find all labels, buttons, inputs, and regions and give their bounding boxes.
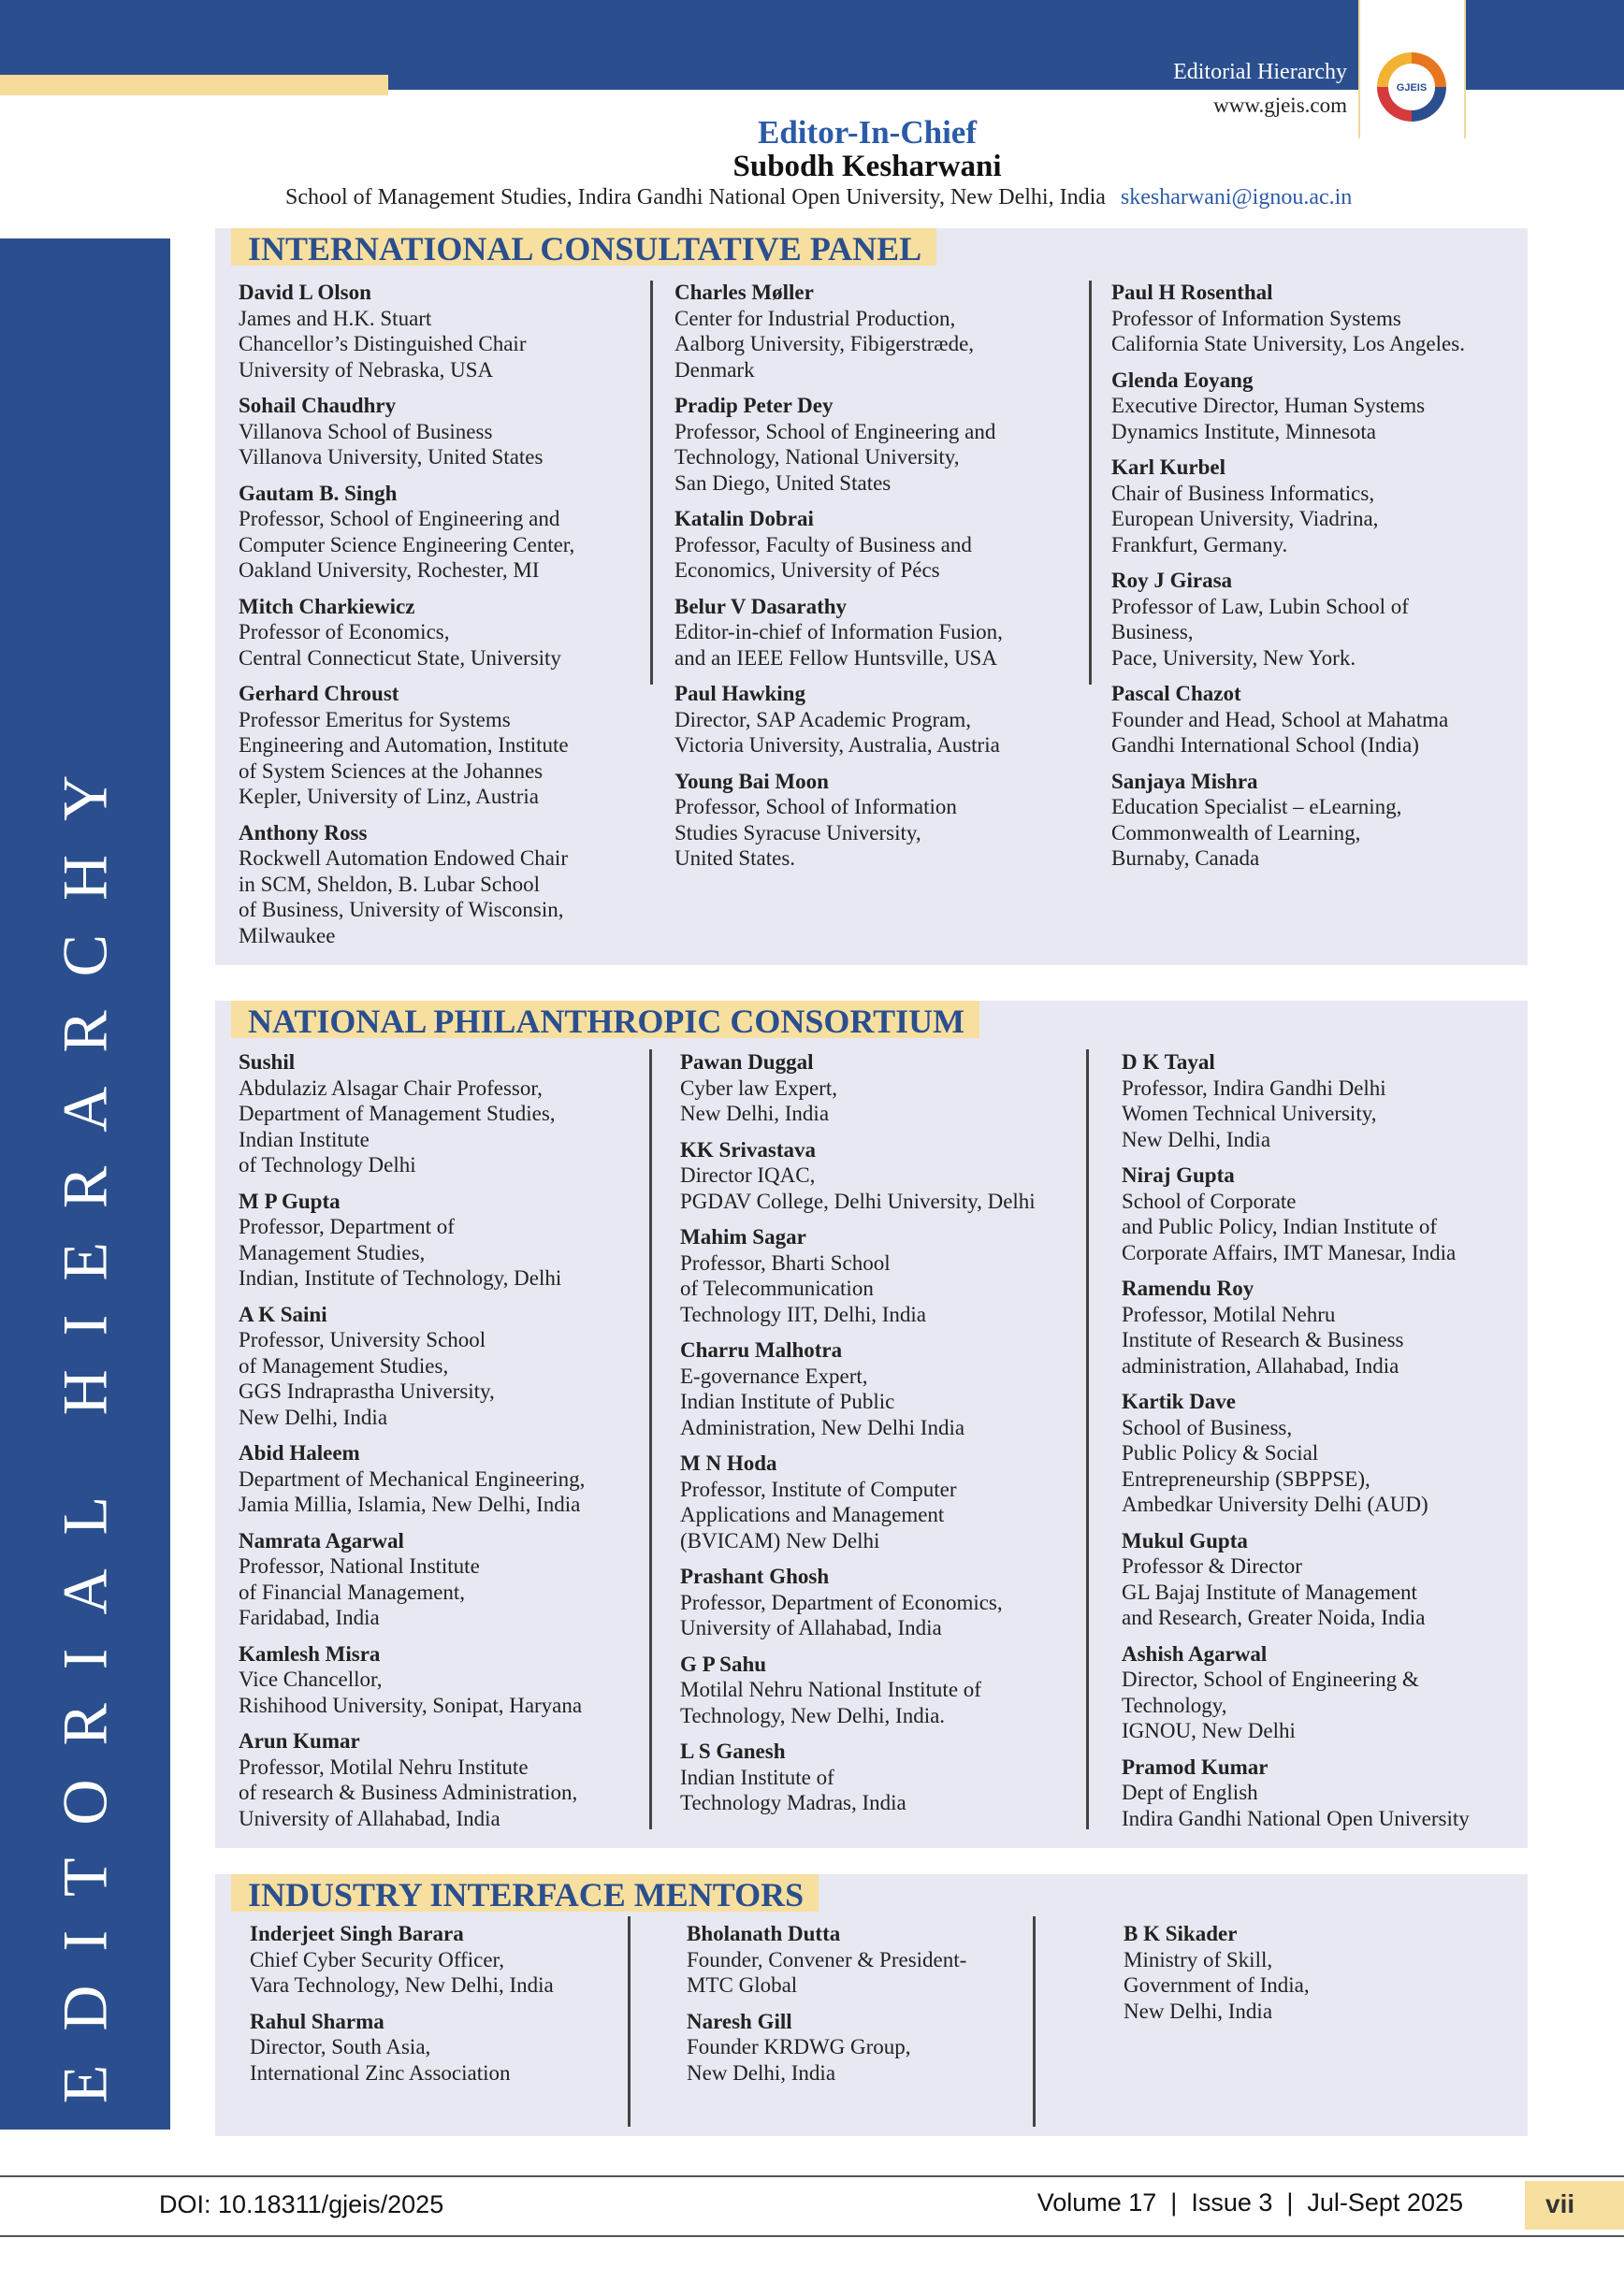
member-affiliation-line: Victoria University, Australia, Austria bbox=[674, 733, 1000, 757]
member-affiliation-line: Director IQAC, bbox=[680, 1163, 816, 1187]
member-affiliation-line: Vice Chancellor, bbox=[239, 1668, 383, 1691]
member-entry bbox=[1122, 1641, 1524, 1744]
member-affiliation-line: Motilal Nehru National Institute of bbox=[680, 1678, 981, 1701]
member-entry bbox=[680, 1652, 1092, 1729]
member-affiliation-line: Women Technical University, bbox=[1122, 1102, 1377, 1125]
header-bar-right bbox=[1462, 0, 1624, 90]
member-affiliation-line: Vara Technology, New Delhi, India bbox=[250, 1973, 554, 1997]
member-affiliation-line: Indian Institute of bbox=[680, 1765, 834, 1789]
npc-panel bbox=[215, 1001, 1528, 1848]
member-entry bbox=[680, 1451, 1092, 1553]
member-affiliation-line: Director, SAP Academic Program, bbox=[674, 707, 971, 731]
member-affiliation-line: Professor, Motilal Nehru Institute bbox=[239, 1754, 529, 1779]
member-entry bbox=[687, 2009, 1051, 2087]
member-affiliation-line: Indira Gandhi National Open University bbox=[1122, 1806, 1470, 1830]
member-name: Ashish Agarwal bbox=[1122, 1641, 1268, 1666]
member-name: KK Srivastava bbox=[680, 1137, 817, 1162]
iim-panel bbox=[215, 1874, 1528, 2136]
member-entry bbox=[1122, 1162, 1524, 1265]
member-name: Pramod Kumar bbox=[1122, 1754, 1269, 1779]
member-name: Gautam B. Singh bbox=[239, 481, 398, 505]
member-affiliation-line: and an IEEE Fellow Huntsville, USA bbox=[674, 645, 997, 670]
member-affiliation-line: Technology, National University, bbox=[674, 445, 960, 469]
member-name: Prashant Ghosh bbox=[680, 1565, 830, 1588]
member-entry bbox=[250, 2009, 624, 2087]
member-affiliation-line: Professor, Bharti School bbox=[680, 1250, 891, 1275]
member-affiliation-line: Professor of Information Systems bbox=[1111, 306, 1401, 330]
column-divider bbox=[1086, 1049, 1089, 1829]
member-name: Karl Kurbel bbox=[1111, 455, 1226, 479]
member-affiliation-line: administration, Allahabad, India bbox=[1122, 1353, 1399, 1378]
member-affiliation-line: Professor, Motilal Nehru bbox=[1122, 1302, 1336, 1326]
member-affiliation-line: Public Policy & Social bbox=[1122, 1441, 1319, 1465]
member-entry bbox=[239, 1641, 655, 1719]
page-number: vii bbox=[1545, 2189, 1575, 2218]
column-divider bbox=[1089, 281, 1092, 685]
member-name: Charles Møller bbox=[674, 281, 814, 304]
icp-column-2 bbox=[674, 280, 1086, 872]
member-entry bbox=[680, 1564, 1092, 1641]
member-affiliation-line: New Delhi, India bbox=[239, 1405, 388, 1429]
member-affiliation-line: Kepler, University of Linz, Austria bbox=[239, 785, 540, 808]
member-affiliation-line: Dept of English bbox=[1122, 1781, 1258, 1804]
member-entry bbox=[1111, 455, 1523, 557]
member-affiliation-line: Chancellor’s Distinguished Chair bbox=[239, 332, 527, 355]
member-name: Glenda Eoyang bbox=[1111, 368, 1254, 392]
member-entry bbox=[680, 1337, 1092, 1440]
member-affiliation-line: PGDAV College, Delhi University, Delhi bbox=[680, 1189, 1036, 1213]
member-affiliation-line: Entrepreneurship (SBPPSE), bbox=[1122, 1466, 1370, 1491]
member-affiliation-line: GL Bajaj Institute of Management bbox=[1122, 1580, 1417, 1604]
member-entry bbox=[239, 681, 650, 810]
member-name: Gerhard Chroust bbox=[239, 682, 399, 705]
editor-in-chief-affiliation bbox=[285, 185, 1352, 210]
icp-column-3 bbox=[1111, 280, 1523, 872]
member-name: Bholanath Dutta bbox=[687, 1922, 841, 1945]
member-affiliation-line: University of Nebraska, USA bbox=[239, 357, 494, 382]
member-affiliation-line: Professor of Law, Lubin School of bbox=[1111, 594, 1409, 618]
member-affiliation-line: Department of Mechanical Engineering, bbox=[239, 1466, 586, 1491]
member-entry bbox=[680, 1137, 1092, 1215]
member-affiliation-line: IGNOU, New Delhi bbox=[1122, 1719, 1296, 1742]
member-affiliation-line: European University, Viadrina, bbox=[1111, 507, 1379, 530]
member-affiliation-line: Indian, Institute of Technology, Delhi bbox=[239, 1266, 562, 1290]
member-affiliation-line: Denmark bbox=[674, 357, 755, 382]
member-affiliation-line: Professor & Director bbox=[1122, 1554, 1302, 1578]
member-entry bbox=[687, 1921, 1051, 1999]
member-name: Sanjaya Mishra bbox=[1111, 769, 1258, 793]
member-affiliation-line: Chief Cyber Security Officer, bbox=[250, 1947, 505, 1971]
website-url[interactable]: www.gjeis.com bbox=[1213, 94, 1347, 117]
member-affiliation-line: of Management Studies, bbox=[239, 1353, 449, 1378]
member-affiliation-line: Professor, Faculty of Business and bbox=[674, 532, 972, 556]
member-name: Mukul Gupta bbox=[1122, 1528, 1248, 1552]
member-affiliation-line: San Diego, United States bbox=[674, 470, 892, 495]
member-entry bbox=[1122, 1049, 1524, 1152]
member-affiliation-line: Indian Institute of Public bbox=[680, 1390, 895, 1413]
iim-column-3 bbox=[1124, 1921, 1498, 2024]
member-affiliation-line: of research & Business Administration, bbox=[239, 1781, 578, 1804]
member-entry bbox=[1111, 280, 1523, 357]
iim-column-1 bbox=[250, 1921, 624, 2086]
member-affiliation-line: Cyber law Expert, bbox=[680, 1076, 837, 1100]
member-entry bbox=[1124, 1921, 1498, 2024]
section-title: Editorial Hierarchy bbox=[1173, 60, 1347, 84]
iim-title: INDUSTRY INTERFACE MENTORS bbox=[231, 1874, 819, 1912]
member-affiliation-line: Economics, University of Pécs bbox=[674, 558, 940, 582]
member-affiliation-line: and Public Policy, Indian Institute of bbox=[1122, 1215, 1438, 1238]
member-affiliation-line: Professor, Department of Economics, bbox=[680, 1590, 1003, 1614]
member-affiliation-line: Ministry of Skill, bbox=[1124, 1947, 1273, 1971]
member-affiliation-line: Villanova University, United States bbox=[239, 445, 544, 469]
member-affiliation-line: Burnaby, Canada bbox=[1111, 846, 1260, 870]
member-entry bbox=[674, 506, 1086, 584]
sidebar-vertical-title: EDITORIAL HIERARCHY bbox=[49, 741, 121, 2104]
member-name: Kartik Dave bbox=[1122, 1390, 1237, 1413]
member-affiliation-line: Applications and Management bbox=[680, 1503, 945, 1526]
member-affiliation-line: University of Allahabad, India bbox=[239, 1806, 500, 1830]
member-name: Mahim Sagar bbox=[680, 1225, 806, 1249]
member-affiliation-line: Professor, National Institute bbox=[239, 1554, 480, 1578]
member-entry bbox=[1122, 1528, 1524, 1631]
member-entry bbox=[1122, 1389, 1524, 1518]
footer-rule-top bbox=[0, 2175, 1624, 2177]
member-affiliation-line: Studies Syracuse University, bbox=[674, 820, 921, 845]
member-entry bbox=[680, 1739, 1092, 1816]
member-entry bbox=[1122, 1754, 1524, 1832]
member-affiliation-line: Engineering and Automation, Institute bbox=[239, 733, 569, 757]
member-entry bbox=[680, 1049, 1092, 1127]
member-entry bbox=[239, 1302, 655, 1431]
member-affiliation-line: Villanova School of Business bbox=[239, 419, 493, 443]
member-affiliation-line: Dynamics Institute, Minnesota bbox=[1111, 419, 1376, 443]
member-name: Belur V Dasarathy bbox=[674, 594, 848, 618]
member-entry bbox=[674, 594, 1086, 671]
footer-rule-bottom bbox=[0, 2235, 1624, 2237]
member-affiliation-line: Jamia Millia, Islamia, New Delhi, India bbox=[239, 1493, 581, 1516]
member-affiliation-line: Gandhi International School (India) bbox=[1111, 733, 1419, 757]
member-name: Katalin Dobrai bbox=[674, 507, 814, 530]
member-name: G P Sahu bbox=[680, 1652, 767, 1676]
member-entry bbox=[239, 594, 650, 671]
member-affiliation-line: California State University, Los Angeles. bbox=[1111, 332, 1465, 355]
editor-in-chief-title: Editor-In-Chief bbox=[758, 114, 977, 151]
member-entry bbox=[674, 681, 1086, 758]
member-name: Charru Malhotra bbox=[680, 1338, 843, 1362]
npc-column-3 bbox=[1122, 1049, 1524, 1831]
member-entry bbox=[239, 280, 650, 383]
member-affiliation-line: Director, South Asia, bbox=[250, 2035, 431, 2058]
member-affiliation-line: New Delhi, India bbox=[687, 2060, 836, 2085]
member-affiliation-line: Rishihood University, Sonipat, Haryana bbox=[239, 1693, 583, 1717]
member-name: Paul H Rosenthal bbox=[1111, 281, 1273, 304]
member-affiliation-line: Executive Director, Human Systems bbox=[1111, 394, 1426, 417]
member-affiliation-line: of Telecommunication bbox=[680, 1277, 874, 1300]
member-affiliation-line: Computer Science Engineering Center, bbox=[239, 532, 575, 556]
member-name: Mitch Charkiewicz bbox=[239, 594, 415, 618]
member-affiliation-line: of Technology Delhi bbox=[239, 1153, 416, 1177]
logo-text: GJEIS bbox=[1396, 82, 1428, 94]
member-affiliation-line: Professor, Department of bbox=[239, 1215, 455, 1238]
footer-volume-issue bbox=[1037, 2188, 1463, 2217]
member-affiliation-line: Faridabad, India bbox=[239, 1606, 380, 1629]
member-name: Sushil bbox=[239, 1050, 296, 1074]
member-affiliation-line: Pace, University, New York. bbox=[1111, 645, 1356, 670]
footer-doi: DOI: 10.18311/gjeis/2025 bbox=[159, 2190, 444, 2218]
member-affiliation-line: International Zinc Association bbox=[250, 2060, 511, 2085]
npc-column-1 bbox=[239, 1049, 655, 1831]
member-entry bbox=[1111, 568, 1523, 671]
member-name: Pascal Chazot bbox=[1111, 682, 1241, 705]
member-affiliation-line: Central Connecticut State, University bbox=[239, 645, 561, 670]
member-entry bbox=[239, 481, 650, 584]
npc-title: NATIONAL PHILANTHROPIC CONSORTIUM bbox=[231, 1001, 979, 1038]
member-name: Kamlesh Misra bbox=[239, 1641, 381, 1666]
member-affiliation-line: Corporate Affairs, IMT Manesar, India bbox=[1122, 1240, 1457, 1264]
member-affiliation-line: School of Corporate bbox=[1122, 1189, 1297, 1213]
icp-title: INTERNATIONAL CONSULTATIVE PANEL bbox=[231, 228, 936, 266]
member-affiliation-line: of Financial Management, bbox=[239, 1580, 466, 1604]
member-affiliation-line: Management Studies, bbox=[239, 1240, 426, 1264]
member-affiliation-line: Founder, Convener & President- bbox=[687, 1947, 967, 1971]
member-name: Arun Kumar bbox=[239, 1729, 360, 1753]
npc-column-2 bbox=[680, 1049, 1092, 1816]
member-affiliation-line: Ambedkar University Delhi (AUD) bbox=[1122, 1493, 1428, 1516]
column-divider bbox=[1033, 1916, 1036, 2127]
member-name: A K Saini bbox=[239, 1302, 327, 1326]
member-affiliation-line: Technology Madras, India bbox=[680, 1791, 906, 1814]
member-name: Rahul Sharma bbox=[250, 2009, 384, 2033]
member-affiliation-line: of System Sciences at the Johannes bbox=[239, 758, 544, 783]
member-affiliation-line: Professor, University School bbox=[239, 1328, 486, 1351]
member-entry bbox=[674, 769, 1086, 872]
member-affiliation-line: Government of India, bbox=[1124, 1973, 1310, 1997]
member-affiliation-line: Business, bbox=[1111, 620, 1194, 643]
member-affiliation-line: School of Business, bbox=[1122, 1415, 1293, 1439]
member-affiliation-line: New Delhi, India bbox=[1124, 1999, 1273, 2023]
member-affiliation-line: Professor, School of Engineering and bbox=[239, 507, 560, 530]
member-affiliation-line: Institute of Research & Business bbox=[1122, 1328, 1404, 1351]
member-entry bbox=[239, 820, 650, 949]
member-name: Pawan Duggal bbox=[680, 1050, 814, 1074]
member-name: M N Hoda bbox=[680, 1451, 777, 1475]
member-name: D K Tayal bbox=[1122, 1050, 1215, 1074]
member-entry bbox=[680, 1224, 1092, 1327]
member-affiliation-line: Technology, New Delhi, India. bbox=[680, 1703, 946, 1727]
member-affiliation-line: E-governance Expert, bbox=[680, 1364, 868, 1388]
member-name: Paul Hawking bbox=[674, 682, 805, 705]
member-entry bbox=[1111, 681, 1523, 758]
member-entry bbox=[239, 1440, 655, 1518]
member-affiliation-line: United States. bbox=[674, 846, 796, 870]
member-affiliation-line: Aalborg University, Fibigerstræde, bbox=[674, 332, 975, 355]
member-name: M P Gupta bbox=[239, 1189, 341, 1213]
member-affiliation-line: James and H.K. Stuart bbox=[239, 306, 432, 330]
member-name: Niraj Gupta bbox=[1122, 1163, 1235, 1187]
member-affiliation-line: Chair of Business Informatics, bbox=[1111, 481, 1375, 505]
member-affiliation-line: Founder and Head, School at Mahatma bbox=[1111, 707, 1449, 731]
header-accent-stripe bbox=[0, 75, 388, 95]
member-affiliation-line: New Delhi, India bbox=[1122, 1127, 1271, 1151]
member-affiliation-line: University of Allahabad, India bbox=[680, 1616, 942, 1639]
member-entry bbox=[239, 393, 650, 470]
member-name: Young Bai Moon bbox=[674, 769, 829, 793]
member-affiliation-line: and Research, Greater Noida, India bbox=[1122, 1606, 1426, 1629]
editor-in-chief-name: Subodh Kesharwani bbox=[732, 150, 1002, 183]
icp-panel bbox=[215, 228, 1528, 965]
member-affiliation-line: Founder KRDWG Group, bbox=[687, 2035, 911, 2058]
sidebar bbox=[0, 238, 170, 2130]
member-affiliation-line: Commonwealth of Learning, bbox=[1111, 820, 1361, 845]
member-affiliation-line: Professor, School of Information bbox=[674, 795, 957, 818]
member-affiliation-line: (BVICAM) New Delhi bbox=[680, 1528, 880, 1552]
member-affiliation-line: New Delhi, India bbox=[680, 1102, 830, 1125]
member-affiliation-line: Technology, bbox=[1122, 1693, 1227, 1717]
member-affiliation-line: Milwaukee bbox=[239, 923, 336, 947]
member-affiliation-line: of Business, University of Wisconsin, bbox=[239, 898, 564, 921]
member-affiliation-line: Professor, Institute of Computer bbox=[680, 1477, 957, 1501]
member-entry bbox=[674, 393, 1086, 496]
member-affiliation-line: Professor, Indira Gandhi Delhi bbox=[1122, 1076, 1386, 1100]
column-divider bbox=[628, 1916, 631, 2127]
member-name: Ramendu Roy bbox=[1122, 1277, 1254, 1300]
column-divider bbox=[650, 281, 653, 685]
member-affiliation-line: Education Specialist – eLearning, bbox=[1111, 795, 1402, 818]
member-affiliation-line: Center for Industrial Production, bbox=[674, 306, 956, 330]
member-entry bbox=[239, 1189, 655, 1292]
member-affiliation-line: Department of Management Studies, bbox=[239, 1102, 556, 1125]
affiliation-text: School of Management Studies, Indira Gandhi National Open University, New Delhi, India bbox=[285, 185, 1106, 209]
member-affiliation-line: Professor Emeritus for Systems bbox=[239, 707, 511, 731]
member-entry bbox=[1122, 1276, 1524, 1379]
member-affiliation-line: in SCM, Sheldon, B. Lubar School bbox=[239, 872, 541, 896]
member-affiliation-line: Abdulaziz Alsagar Chair Professor, bbox=[239, 1076, 543, 1100]
member-name: Sohail Chaudhry bbox=[239, 394, 397, 417]
member-name: L S Ganesh bbox=[680, 1740, 786, 1763]
member-name: Inderjeet Singh Barara bbox=[250, 1922, 464, 1945]
member-affiliation-line: Rockwell Automation Endowed Chair bbox=[239, 846, 568, 870]
member-affiliation-line: Director, School of Engineering & bbox=[1122, 1668, 1419, 1691]
member-entry bbox=[239, 1728, 655, 1831]
member-entry bbox=[1111, 368, 1523, 445]
member-name: Pradip Peter Dey bbox=[674, 394, 834, 417]
member-name: Namrata Agarwal bbox=[239, 1528, 404, 1552]
member-affiliation-line: Indian Institute bbox=[239, 1127, 370, 1151]
member-affiliation-line: GGS Indraprastha University, bbox=[239, 1379, 495, 1403]
member-affiliation-line: Professor, School of Engineering and bbox=[674, 419, 996, 443]
member-entry bbox=[250, 1921, 624, 1999]
member-affiliation-line: Administration, New Delhi India bbox=[680, 1415, 965, 1439]
member-name: Naresh Gill bbox=[687, 2009, 792, 2033]
member-affiliation-line: Technology IIT, Delhi, India bbox=[680, 1302, 927, 1326]
member-name: Abid Haleem bbox=[239, 1441, 360, 1465]
column-divider bbox=[649, 1049, 652, 1829]
volume-text: Volume 17 | Issue 3 | Jul-Sept 2025 bbox=[1037, 2188, 1463, 2217]
member-affiliation-line: Professor of Economics, bbox=[239, 620, 450, 643]
member-entry bbox=[1111, 769, 1523, 872]
member-entry bbox=[239, 1049, 655, 1178]
member-affiliation-line: Frankfurt, Germany. bbox=[1111, 532, 1288, 556]
member-entry bbox=[239, 1528, 655, 1631]
member-affiliation-line: Oakland University, Rochester, MI bbox=[239, 558, 540, 582]
member-affiliation-line: Editor-in-chief of Information Fusion, bbox=[674, 620, 1003, 643]
member-affiliation-line: MTC Global bbox=[687, 1973, 798, 1997]
editor-email-link[interactable]: skesharwani@ignou.ac.in bbox=[1120, 185, 1353, 209]
member-name: Roy J Girasa bbox=[1111, 569, 1233, 592]
icp-column-1 bbox=[239, 280, 650, 948]
member-entry bbox=[674, 280, 1086, 383]
member-name: Anthony Ross bbox=[239, 820, 368, 845]
member-name: David L Olson bbox=[239, 281, 371, 304]
iim-column-2 bbox=[687, 1921, 1051, 2086]
member-name: B K Sikader bbox=[1124, 1922, 1238, 1945]
